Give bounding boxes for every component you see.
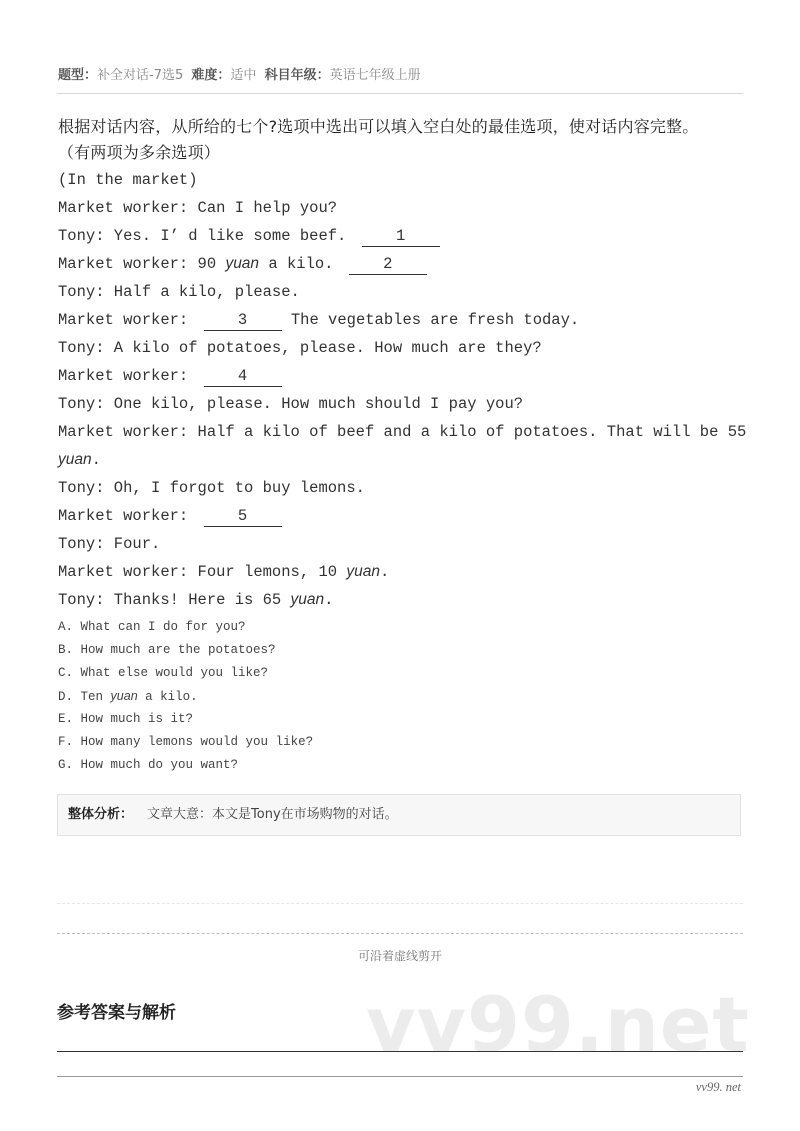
analysis-text: 文章大意：本文是Tony在市场购物的对话。 [147,807,398,822]
blank-4[interactable]: 4 [204,366,282,387]
watermark: vv99.net [366,980,750,1069]
cut-note: 可沿着虚线剪开 [357,949,442,963]
footer-site: vv99. net [695,1080,741,1094]
type-value: 补全对话-7选5 [97,68,184,83]
options-list [58,616,748,777]
analysis-box [57,794,741,836]
dialogue-line: Market worker: 90 yuan a kilo. 2 [58,250,748,278]
blank-5[interactable]: 5 [204,506,282,527]
instruction-line-2: （有两项为多余选项） [58,143,221,162]
cut-line [57,933,743,934]
dialogue-line: Market worker: Four lemons, 10 yuan. [58,563,390,581]
dialogue-line: Tony: Four. [58,535,161,553]
faint-dashed-divider [57,903,743,904]
dialogue-line: Tony: A kilo of potatoes, please. How much are they? [58,339,542,357]
analysis-label: 整体分析： [68,807,134,822]
blank-1[interactable]: 1 [362,226,440,247]
difficulty-value: 适中 [230,68,257,83]
dialogue-line: Market worker: 5 [58,502,748,530]
question-meta [58,64,425,83]
dialogue-line: Tony: Oh, I forgot to buy lemons. [58,479,365,497]
dialogue-line: Market worker: 3 The vegetables are fresh today. [58,311,580,329]
blank-3[interactable]: 3 [204,310,282,331]
option-a: A. What can I do for you? [58,620,246,634]
option-c: C. What else would you like? [58,666,269,680]
type-label: 题型： [58,68,98,83]
answer-section-title: 参考答案与解析 [57,1003,176,1023]
option-d: D. Ten yuan a kilo. [58,689,198,704]
option-f: F. How many lemons would you like? [58,735,314,749]
dialogue-line: Tony: Half a kilo, please. [58,283,300,301]
option-b: B. How much are the potatoes? [58,643,276,657]
instruction-line-1: 根据对话内容，从所给的七个?选项中选出可以填入空白处的最佳选项，使对话内容完整。 [58,117,699,136]
dialogue-line: Market worker: Half a kilo of beef and a kilo of potatoes. That will be 55 [58,423,747,441]
answer-section-rule [57,1051,743,1052]
dialogue-line: Market worker: Can I help you? [58,199,338,217]
dialogue-line: Tony: Thanks! Here is 65 yuan. [58,591,334,609]
dialogue-line: Tony: One kilo, please. How much should I pay you? [58,395,524,413]
footer-divider [57,1076,743,1077]
dialogue-setting: (In the market) [58,171,198,189]
difficulty-label: 难度： [191,68,231,83]
blank-2[interactable]: 2 [349,254,427,275]
header-divider [57,93,743,94]
subject-value: 英语七年级上册 [329,68,421,83]
subject-label: 科目年级： [264,68,330,83]
dialogue-line-wrap: yuan. [58,451,101,469]
dialogue-line: Market worker: 4 [58,362,748,390]
option-e: E. How much is it? [58,712,194,726]
question-body [58,114,748,777]
option-g: G. How much do you want? [58,758,239,772]
dialogue-line: Tony: Yes. I’ d like some beef. 1 [58,222,748,250]
